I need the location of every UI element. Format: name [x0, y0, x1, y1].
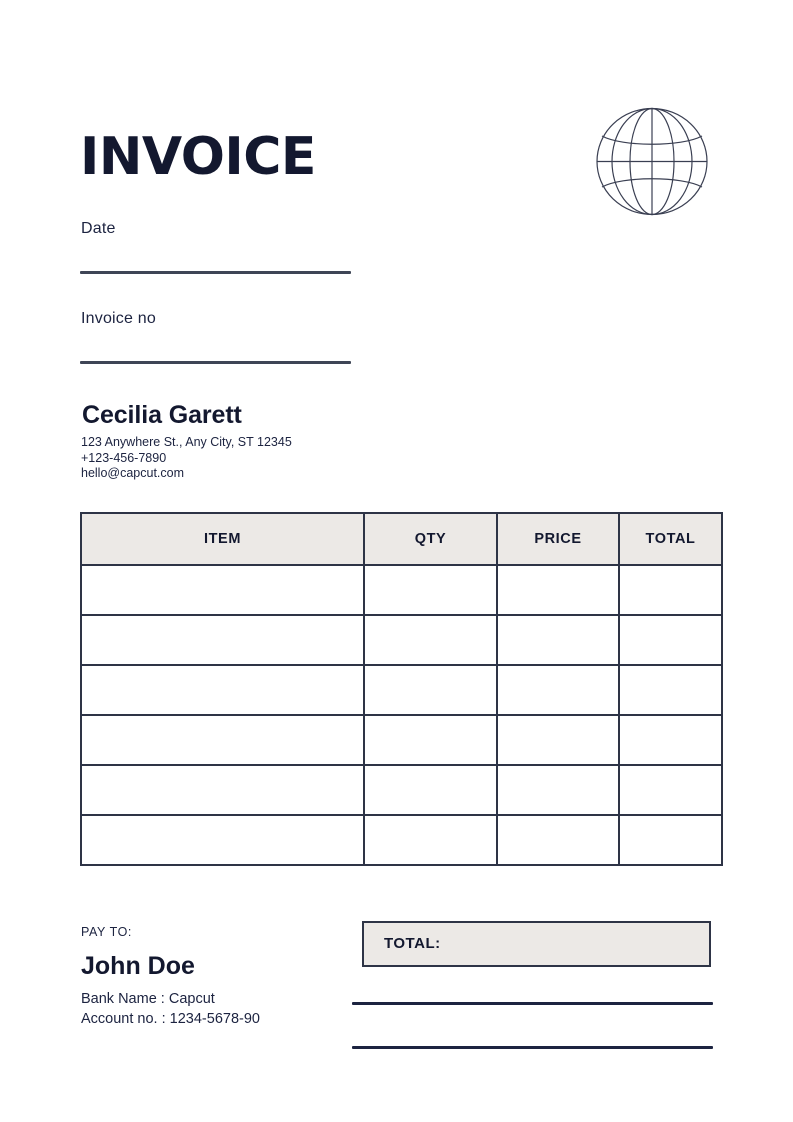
- line-items-table: [80, 512, 723, 866]
- cell-total[interactable]: [619, 815, 722, 865]
- cell-total[interactable]: [619, 615, 722, 665]
- total-box[interactable]: [362, 921, 711, 967]
- cell-qty[interactable]: [364, 715, 497, 765]
- table-row: [81, 765, 722, 815]
- total-label: TOTAL:: [384, 935, 441, 952]
- cell-item[interactable]: [81, 665, 364, 715]
- page-title: INVOICE: [80, 127, 316, 187]
- invoice-no-input-line[interactable]: [80, 361, 351, 364]
- pay-to-details: [81, 989, 260, 1029]
- cell-price[interactable]: [497, 765, 619, 815]
- cell-item[interactable]: [81, 765, 364, 815]
- signature-line-1[interactable]: [352, 1002, 713, 1005]
- table-header-row: [81, 513, 722, 565]
- client-address: 123 Anywhere St., Any City, ST 12345: [81, 435, 292, 449]
- table-row: [81, 715, 722, 765]
- account-number: Account no. : 1234-5678-90: [81, 1011, 260, 1027]
- column-header-qty: QTY: [364, 513, 497, 565]
- cell-price[interactable]: [497, 715, 619, 765]
- globe-icon: [589, 105, 715, 218]
- table-row: [81, 815, 722, 865]
- cell-qty[interactable]: [364, 615, 497, 665]
- bank-name: Bank Name : Capcut: [81, 991, 215, 1007]
- cell-total[interactable]: [619, 765, 722, 815]
- cell-price[interactable]: [497, 565, 619, 615]
- pay-to-name: John Doe: [81, 952, 195, 980]
- column-header-total: TOTAL: [619, 513, 722, 565]
- table-row: [81, 665, 722, 715]
- client-details: [81, 435, 292, 482]
- cell-total[interactable]: [619, 565, 722, 615]
- client-email: hello@capcut.com: [81, 466, 185, 480]
- cell-item[interactable]: [81, 815, 364, 865]
- date-label: Date: [81, 220, 116, 237]
- cell-price[interactable]: [497, 615, 619, 665]
- cell-price[interactable]: [497, 665, 619, 715]
- column-header-price: PRICE: [497, 513, 619, 565]
- cell-item[interactable]: [81, 615, 364, 665]
- cell-item[interactable]: [81, 565, 364, 615]
- table-row: [81, 565, 722, 615]
- signature-line-2[interactable]: [352, 1046, 713, 1049]
- cell-item[interactable]: [81, 715, 364, 765]
- cell-qty[interactable]: [364, 565, 497, 615]
- date-input-line[interactable]: [80, 271, 351, 274]
- client-name: Cecilia Garett: [82, 401, 242, 429]
- client-phone: +123-456-7890: [81, 450, 167, 465]
- cell-total[interactable]: [619, 665, 722, 715]
- cell-price[interactable]: [497, 815, 619, 865]
- cell-qty[interactable]: [364, 815, 497, 865]
- cell-qty[interactable]: [364, 665, 497, 715]
- cell-qty[interactable]: [364, 765, 497, 815]
- cell-total[interactable]: [619, 715, 722, 765]
- pay-to-label: PAY TO:: [81, 925, 132, 939]
- table-row: [81, 615, 722, 665]
- column-header-item: ITEM: [81, 513, 364, 565]
- invoice-no-label: Invoice no: [81, 310, 156, 327]
